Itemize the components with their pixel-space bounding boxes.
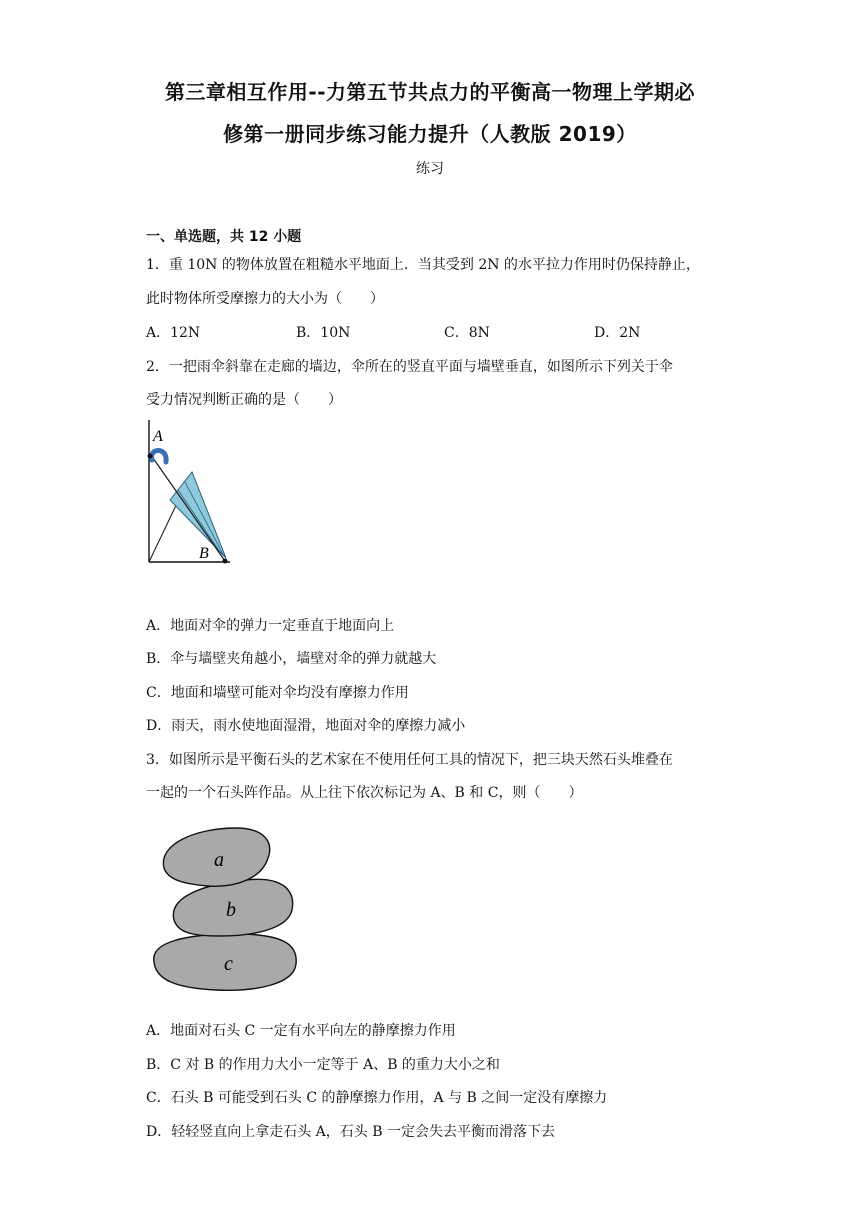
q3-stem-line2: 一起的一个石头阵作品。从上往下依次标记为 A、B 和 C，则（ ） xyxy=(146,785,583,801)
q2-option-c: C．地面和墙壁可能对伞均没有摩擦力作用 xyxy=(146,685,409,701)
stone-label-c: c xyxy=(224,953,233,975)
umbrella-figure xyxy=(140,418,240,568)
doc-title-line1: 第三章相互作用--力第五节共点力的平衡高一物理上学期必 xyxy=(164,80,696,104)
q2-option-a: A．地面对伞的弹力一定垂直于地面向上 xyxy=(146,618,395,634)
q3-stem-line1: 3．如图所示是平衡石头的艺术家在不使用任何工具的情况下，把三块天然石头堆叠在 xyxy=(146,752,673,768)
q1-stem-line1: 1．重 10N 的物体放置在粗糙水平地面上．当其受到 2N 的水平拉力作用时仍保持静止， xyxy=(146,257,700,273)
doc-subtitle: 练习 xyxy=(416,161,444,177)
section-heading: 一、单选题，共 12 小题 xyxy=(146,229,302,245)
q3-option-a: A．地面对石头 C 一定有水平向左的静摩擦力作用 xyxy=(146,1023,456,1039)
q2-option-d: D．雨天，雨水使地面湿滑，地面对伞的摩擦力减小 xyxy=(146,718,466,734)
doc-title-line2: 修第一册同步练习能力提升（人教版 2019） xyxy=(223,122,637,146)
q2-option-b: B．伞与墙壁夹角越小，墙壁对伞的弹力就越大 xyxy=(146,651,437,667)
q1-option-d: D．2N xyxy=(594,325,641,341)
q2-stem-line2: 受力情况判断正确的是（ ） xyxy=(146,392,342,408)
stone-label-b: b xyxy=(226,899,236,921)
q3-option-d: D．轻轻竖直向上拿走石头 A，石头 B 一定会失去平衡而滑落下去 xyxy=(146,1124,555,1140)
q1-option-b: B．10N xyxy=(296,325,351,341)
q1-stem-line2: 此时物体所受摩擦力的大小为（ ） xyxy=(146,291,384,307)
q1-option-c: C．8N xyxy=(444,325,490,341)
stone-label-a: a xyxy=(214,849,224,871)
umbrella-label-a: A xyxy=(153,428,163,445)
q3-option-b: B．C 对 B 的作用力大小一定等于 A、B 的重力大小之和 xyxy=(146,1057,500,1073)
q3-option-c: C．石头 B 可能受到石头 C 的静摩擦力作用，A 与 B 之间一定没有摩擦力 xyxy=(146,1090,608,1106)
q1-option-a: A．12N xyxy=(146,325,201,341)
umbrella-label-b: B xyxy=(199,545,209,562)
stones-figure xyxy=(146,824,306,996)
q2-stem-line1: 2．一把雨伞斜靠在走廊的墙边，伞所在的竖直平面与墙壁垂直，如图所示下列关于伞 xyxy=(146,359,673,375)
